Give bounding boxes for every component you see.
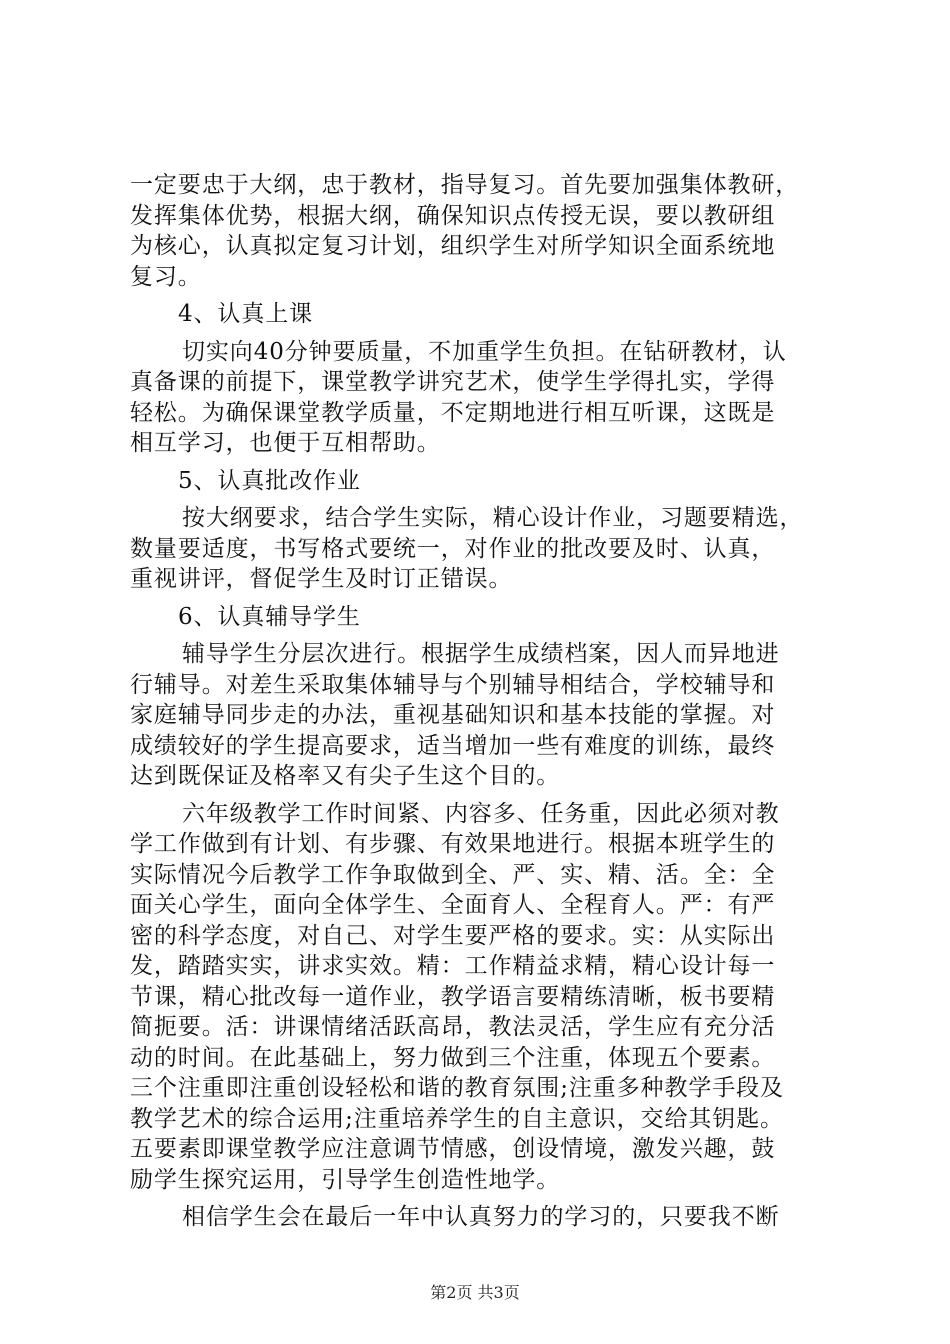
text-line: 相互学习，也便于互相帮助。 <box>130 430 441 456</box>
text-line: 真备课的前提下，课堂教学讲究艺术，使学生学得扎实，学得 <box>130 369 776 395</box>
text-line: 家庭辅导同步走的办法，重视基础知识和基本技能的掌握。对 <box>130 702 776 728</box>
text-line: 达到既保证及格率又有尖子生这个目的。 <box>130 763 561 789</box>
text-line: 为核心，认真拟定复习计划，组织学生对所学知识全面系统地 <box>130 233 776 259</box>
text-line: 教学艺术的综合运用;注重培养学生的自主意识，交给其钥匙。 <box>130 1105 784 1132</box>
document-body <box>130 170 824 1233</box>
text-line: 六年级教学工作时间紧、内容多、任务重，因此必须对教 <box>182 800 780 827</box>
text-line: 密的科学态度，对自己、对学生要严格的要求。实：从实际出 <box>130 922 776 949</box>
text-line: 成绩较好的学生提高要求，适当增加一些有难度的训练，最终 <box>130 732 776 759</box>
text-line: 按大纲要求，结合学生实际，精心设计作业，习题要精选， <box>182 505 804 531</box>
text-line: 轻松。为确保课堂教学质量，不定期地进行相互听课，这既是 <box>130 399 776 426</box>
text-line: 辅导学生分层次进行。根据学生成绩档案，因人而异地进 <box>182 641 780 667</box>
text-line: 数量要适度，书写格式要统一，对作业的批改要及时、认真， <box>130 535 776 562</box>
text-line: 一定要忠于大纲，忠于教材，指导复习。首先要加强集体教研， <box>130 172 800 198</box>
text-line: 五要素即课堂教学应注意调节情感，创设情境，激发兴趣，鼓 <box>130 1136 776 1162</box>
text-line: 切实向40分钟要质量，不加重学生负担。在钻研教材，认 <box>182 338 787 365</box>
page-number: 第2页 共3页 <box>430 1283 520 1302</box>
section-heading: 6、认真辅导学生 <box>178 603 361 630</box>
text-line: 复习。 <box>130 263 202 290</box>
text-line: 相信学生会在最后一年中认真努力的学习的，只要我不断 <box>182 1204 780 1230</box>
text-line: 学工作做到有计划、有步骤、有效果地进行。根据本班学生的 <box>130 831 776 857</box>
text-line: 发挥集体优势，根据大纲，确保知识点传授无误，要以教研组 <box>130 202 776 229</box>
text-line: 行辅导。对差生采取集体辅导与个别辅导相结合，学校辅导和 <box>130 671 776 698</box>
text-line: 重视讲评，督促学生及时订正错误。 <box>130 566 513 592</box>
text-line: 动的时间。在此基础上，努力做到三个注重，体现五个要素。 <box>130 1044 776 1071</box>
text-line: 简扼要。活：讲课情绪活跃高昂，教法灵活，学生应有充分活 <box>130 1014 776 1040</box>
text-line: 三个注重即注重创设轻松和谐的教育氛围;注重多种教学手段及 <box>130 1075 784 1101</box>
section-heading: 5、认真批改作业 <box>178 467 361 494</box>
text-line: 发，踏踏实实，讲求实效。精：工作精益求精，精心设计每一 <box>130 953 776 979</box>
text-line: 实际情况今后教学工作争取做到全、严、实、精、活。全：全 <box>130 861 776 888</box>
text-line: 面关心学生，面向全体学生、全面育人、全程育人。严：有严 <box>130 892 776 918</box>
page-footer <box>0 1280 950 1303</box>
text-line: 励学生探究运用，引导学生创造性地学。 <box>130 1166 561 1193</box>
section-heading: 4、认真上课 <box>178 301 314 327</box>
text-line: 节课，精心批改每一道作业，教学语言要精练清晰，板书要精 <box>130 983 776 1010</box>
